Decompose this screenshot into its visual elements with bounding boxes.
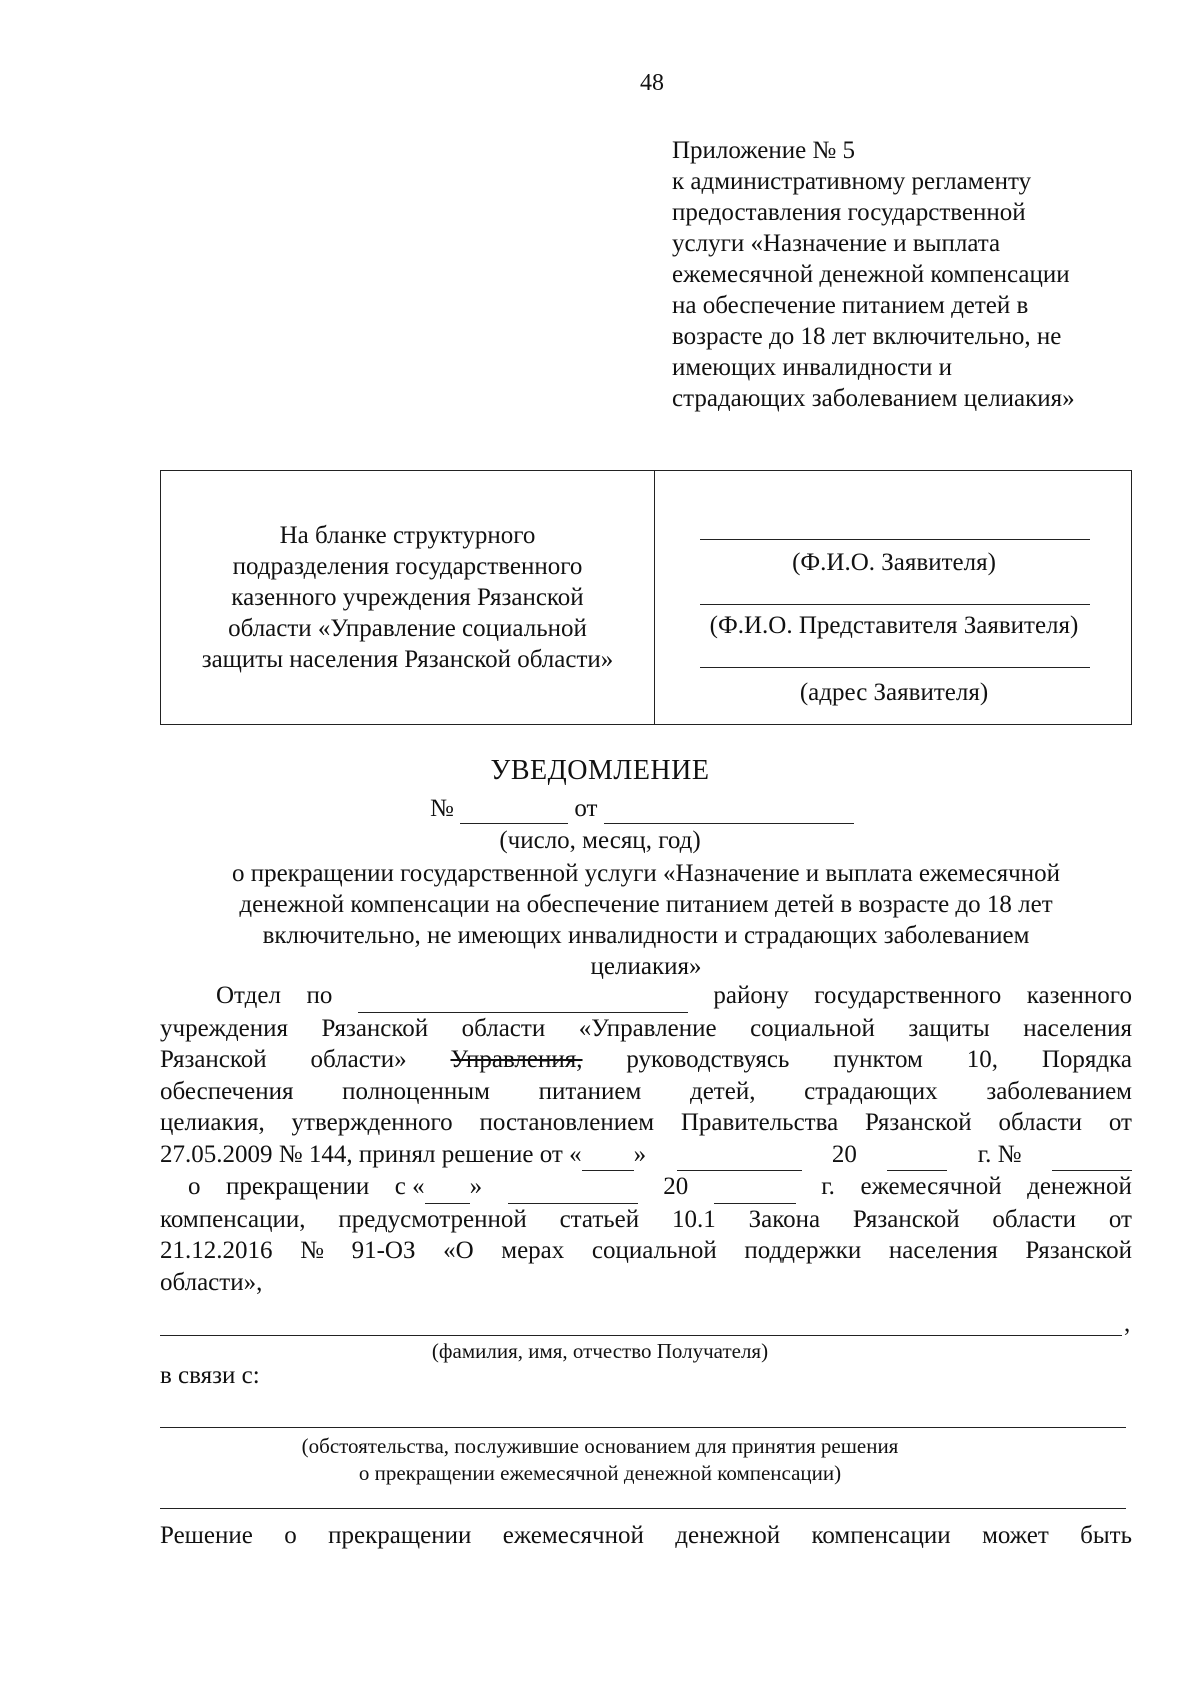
word: »: [469, 1173, 483, 1200]
decision-date-phrase: [160, 1139, 646, 1172]
separator-line: [160, 1508, 1126, 1509]
word: социальной: [591, 1237, 717, 1264]
word: Рязанской: [852, 1205, 960, 1233]
recipient-caption: (фамилия, имя, отчество Получателя): [431, 1339, 769, 1363]
notice-body: [160, 980, 1132, 1298]
word: может: [982, 1522, 1049, 1549]
word: социальной: [750, 1014, 875, 1042]
day-blank: [582, 1139, 634, 1172]
recipient-line-comma: ,: [1124, 1310, 1131, 1337]
word: постановлением: [479, 1109, 655, 1136]
month-blank: [508, 1171, 638, 1204]
body-line: [160, 1204, 1132, 1236]
stop-date-phrase: [395, 1171, 482, 1204]
year-blank: [714, 1171, 796, 1204]
word: о: [188, 1173, 201, 1200]
word: компенсации,: [160, 1205, 306, 1233]
word: казенного: [1026, 982, 1132, 1009]
notice-date-blank: [604, 795, 854, 824]
body-line: [160, 1107, 1132, 1139]
applicant-caption: (Ф.И.О. Заявителя): [792, 549, 996, 576]
word: прекращении: [328, 1522, 472, 1549]
district-blank: [358, 980, 688, 1013]
body-line: [160, 1076, 1132, 1108]
word: быть: [1080, 1522, 1132, 1549]
reason-label: в связи с:: [160, 1362, 260, 1389]
body-line: [160, 1013, 1132, 1045]
word: страдающих: [804, 1077, 938, 1105]
word: питанием: [538, 1077, 642, 1105]
word: защиты: [908, 1014, 990, 1042]
word: «О: [443, 1237, 474, 1264]
reason-caption-line: (обстоятельства, послужившие основанием для принятия решения: [301, 1434, 899, 1458]
word: населения: [1023, 1014, 1132, 1042]
appendix-line: услуги «Назначение и выплата: [672, 230, 1001, 257]
body-line: [160, 980, 1132, 1013]
word: району: [713, 982, 789, 1009]
word: денежной: [1027, 1173, 1132, 1200]
reason-caption: [0, 1433, 1200, 1487]
word: Решение: [160, 1522, 253, 1549]
word: мерах: [501, 1237, 565, 1264]
word: по: [306, 982, 333, 1009]
final-line: [160, 1522, 1132, 1550]
word: 20: [831, 1140, 857, 1168]
letterhead-line: области «Управление социальной: [228, 615, 587, 642]
from-word: от: [574, 795, 598, 822]
word: «Управление: [578, 1014, 717, 1042]
word: денежной: [675, 1522, 781, 1549]
word: области»,: [160, 1268, 263, 1296]
subject-line: денежной компенсации на обеспечение питанием детей в возрасте до 18 лет: [239, 891, 1053, 918]
address-line: [700, 667, 1090, 668]
subject-line: целиакия»: [590, 953, 702, 980]
addressee-cell: [655, 471, 1133, 724]
appendix-line: Приложение № 5: [672, 137, 856, 164]
word: 10.1: [672, 1205, 716, 1233]
letterhead-line: казенного учреждения Рязанской: [231, 584, 584, 611]
word: от: [1108, 1205, 1132, 1233]
reason-line: [160, 1427, 1126, 1428]
notice-subject: [160, 858, 1132, 982]
appendix-line: возрасте до 18 лет включительно, не: [672, 323, 1062, 350]
body-line: [160, 1139, 1132, 1172]
word: Рязанской: [1025, 1237, 1132, 1264]
day-blank: [425, 1171, 470, 1204]
word: г. №: [977, 1140, 1022, 1168]
word: пунктом: [833, 1046, 923, 1073]
word: области: [998, 1109, 1083, 1136]
subject-line: включительно, не имеющих инвалидности и страдающих заболеванием: [262, 922, 1030, 949]
word: области: [992, 1205, 1076, 1233]
decision-number-blank: [1052, 1139, 1132, 1172]
date-caption: (число, месяц, год): [499, 827, 701, 854]
word: ежемесячной: [502, 1522, 644, 1549]
body-line: [160, 1267, 1132, 1299]
word: предусмотренной: [338, 1205, 527, 1233]
appendix-line: предоставления государственной: [672, 199, 1026, 226]
word: области»: [310, 1046, 407, 1073]
word: Рязанской: [864, 1109, 972, 1136]
word: руководствуясь: [626, 1046, 790, 1073]
word: статьей: [559, 1205, 640, 1233]
recipient-name-line: [160, 1335, 1122, 1336]
word: Порядка: [1041, 1046, 1132, 1073]
appendix-line: на обеспечение питанием детей в: [672, 292, 1029, 319]
representative-name-line: [700, 604, 1090, 605]
appendix-line: страдающих заболеванием целиакия»: [672, 385, 1075, 412]
word: Рязанской: [160, 1046, 267, 1073]
address-caption: (адрес Заявителя): [799, 679, 989, 706]
word: детей,: [689, 1077, 756, 1105]
word: Отдел: [216, 982, 281, 1009]
letterhead-cell: [161, 471, 655, 724]
month-blank: [677, 1139, 802, 1172]
word: №: [300, 1237, 324, 1264]
word: 27.05.2009 № 144, принял решение от «: [160, 1140, 582, 1168]
word: целиакия,: [160, 1109, 265, 1136]
word: учреждения: [160, 1014, 289, 1042]
letterhead-line: подразделения государственного: [232, 553, 583, 580]
word: области: [461, 1014, 546, 1042]
appendix-header: [672, 135, 1152, 414]
appendix-line: ежемесячной денежной компенсации: [672, 261, 1070, 288]
subject-line: о прекращении государственной услуги «Назначение и выплата ежемесячной: [231, 860, 1061, 887]
word: 91-ОЗ: [351, 1237, 416, 1264]
word: утвержденного: [291, 1109, 453, 1136]
word: от: [1108, 1109, 1132, 1136]
body-line: [160, 1235, 1132, 1267]
word: г.: [821, 1173, 835, 1200]
letterhead-line: На бланке структурного: [279, 522, 536, 549]
representative-caption: (Ф.И.О. Представителя Заявителя): [709, 612, 1079, 639]
appendix-line: имеющих инвалидности и: [672, 354, 953, 381]
applicant-name-line: [700, 539, 1090, 540]
word: Рязанской: [321, 1014, 429, 1042]
word: населения: [888, 1237, 998, 1264]
word: обеспечения: [160, 1077, 294, 1105]
word: »: [633, 1140, 647, 1168]
struck-word: Управления,: [450, 1046, 583, 1073]
word: 21.12.2016: [160, 1237, 273, 1264]
word: полноценным: [342, 1077, 490, 1105]
body-line: [160, 1171, 1132, 1204]
word: ежемесячной: [860, 1173, 1002, 1200]
word: Закона: [748, 1205, 821, 1233]
appendix-line: к административному регламенту: [672, 168, 1032, 195]
header-table: [160, 470, 1132, 725]
word: прекращении: [226, 1173, 370, 1200]
year-blank: [887, 1139, 947, 1172]
letterhead-line: защиты населения Рязанской области»: [201, 646, 614, 673]
word: 10,: [966, 1046, 998, 1073]
body-line: [160, 1044, 1132, 1076]
notice-number-row: [430, 795, 854, 824]
notice-title: УВЕДОМЛЕНИЕ: [490, 755, 710, 786]
word: 20: [663, 1173, 689, 1200]
word: Правительства: [680, 1109, 839, 1136]
number-sign: №: [430, 795, 454, 822]
word: о: [284, 1522, 297, 1549]
word: компенсации: [811, 1522, 951, 1549]
page-number: 48: [640, 70, 664, 96]
word: с «: [394, 1173, 425, 1200]
notice-number-blank: [460, 795, 568, 824]
word: государственного: [814, 982, 1002, 1009]
word: поддержки: [744, 1237, 862, 1264]
word: заболеванием: [986, 1077, 1132, 1105]
reason-caption-line: о прекращении ежемесячной денежной компенсации): [358, 1461, 842, 1485]
